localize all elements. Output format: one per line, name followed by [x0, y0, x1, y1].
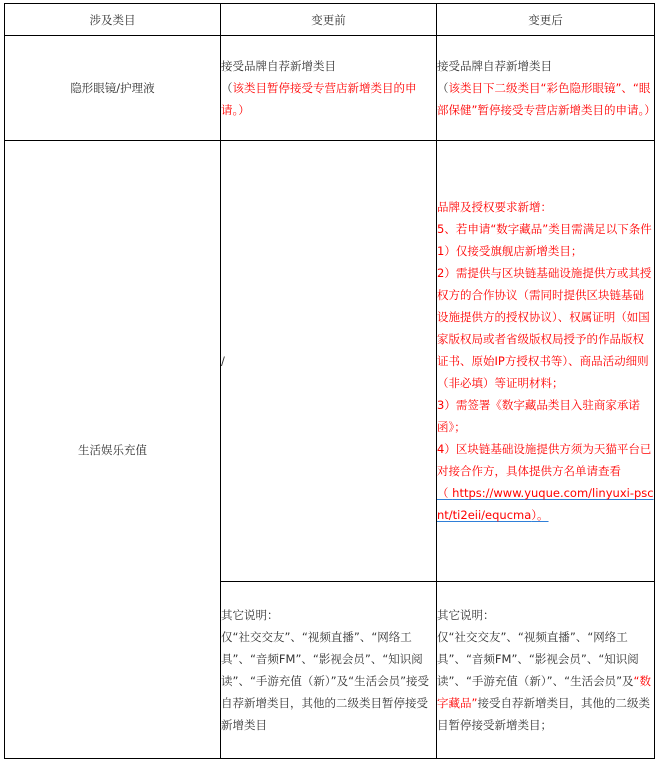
- header-category: 涉及类目: [5, 4, 221, 36]
- after-other-cell: [437, 582, 655, 759]
- header-after: 变更后: [437, 4, 655, 36]
- requirement-item-4: 4）区块链基础设施提供方须为天猫平台已对接合作方，具体提供方名单请查看: [437, 442, 652, 478]
- table-row: [5, 36, 655, 141]
- after-note-open: （: [437, 81, 449, 95]
- requirement-item-2: 2）需提供与区块链基础设施提供方或其授权方的合作协议（需同时提供区块链基础设施提供方的授权协议）、权属证明（如国家版权局或者省级版权局授予的作品版权证书、原始IP方授权书等）、商品活动细则（非必填）等证明材料；: [437, 266, 652, 390]
- category-cell: 生活娱乐充值: [5, 141, 221, 759]
- before-text: 接受品牌自荐新增类目: [221, 59, 336, 73]
- requirement-item-3: 3）需签署《数字藏品类目入驻商家承诺函》；: [437, 398, 640, 434]
- before-note: 该类目暂停接受专营店新增类目的申请。）: [221, 81, 417, 117]
- before-cell: [221, 141, 437, 582]
- before-note-open: （: [221, 81, 233, 95]
- link-close-paren: ）。: [531, 508, 549, 522]
- category-change-table: [4, 3, 655, 759]
- other-notes-highlight: “数字藏品”: [437, 674, 652, 710]
- header-before: 变更前: [221, 4, 437, 36]
- after-cell: [437, 141, 655, 582]
- other-notes-text: 仅“社交交友”、“视频直播”、“网络工具”、“音频FM”、“影视会员”、“知识阅读”、“手游充值（新）”、“生活会员”及: [437, 630, 639, 688]
- before-cell: [221, 36, 437, 141]
- after-cell: [437, 36, 655, 141]
- after-note: 该类目下二级类目“彩色隐形眼镜”、“眼部保健”暂停接受专营店新增类目的申请。）: [437, 81, 656, 117]
- other-notes-title: 其它说明：: [221, 608, 279, 622]
- category-cell: 隐形眼镜/护理液: [5, 36, 221, 141]
- requirements-heading: 品牌及授权要求新增：: [437, 200, 552, 214]
- requirement-item-5: 5、若申请“数字藏品”类目需满足以下条件: [437, 222, 652, 236]
- requirement-item-1: 1）仅接受旗舰店新增类目；: [437, 244, 583, 258]
- other-notes-text-end: 接受自荐新增类目，其他的二级类目暂停接受新增类目；: [437, 696, 650, 732]
- before-text: /: [221, 354, 225, 368]
- other-notes-text: 仅“社交交友”、“视频直播”、“网络工具”、“音频FM”、“影视会员”、“知识阅读”、“手游充值（新）”及“生活会员”接受自荐新增类目，其他的二级类目暂停接受新增类目: [221, 630, 430, 732]
- before-other-cell: [221, 582, 437, 759]
- other-notes-title: 其它说明：: [437, 608, 495, 622]
- table-row: [5, 141, 655, 582]
- link-open-paren: （: [437, 486, 453, 500]
- after-text: 接受品牌自荐新增类目: [437, 59, 552, 73]
- provider-list-link[interactable]: https://www.yuque.com/linyuxi-pscnt/ti2eii/equcma: [437, 486, 654, 522]
- header-row: [5, 4, 655, 36]
